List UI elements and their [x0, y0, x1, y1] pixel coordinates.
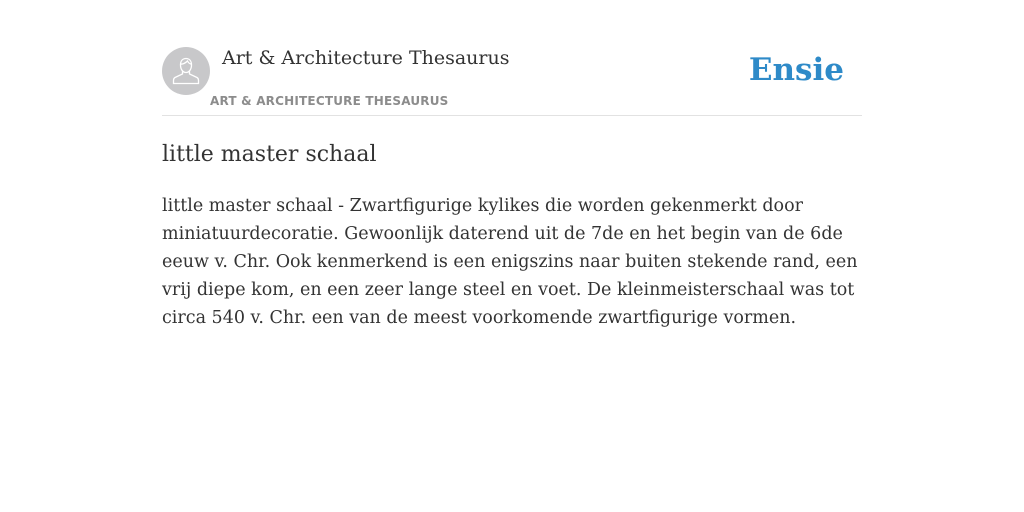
user-icon [172, 56, 200, 86]
author-subtitle: ART & ARCHITECTURE THESAURUS [210, 94, 449, 108]
header [162, 0, 862, 116]
article-title: little master schaal [162, 142, 377, 167]
ensie-logo[interactable]: Ensie [748, 52, 844, 88]
article-body: little master schaal - Zwartfigurige kylikes die worden gekenmerkt door miniatuurdecoratie. Gewoonlijk daterend uit de 7de en het begin van de 6de eeuw v. Chr. Ook kenmerkend is een enigszins naar buiten stekende rand, een vrij diepe kom, en een zeer lange steel en voet. De kleinmeisterschaal was tot circa 540 v. Chr. een van de meest voorkomende zwartfigurige vormen. [162, 196, 858, 328]
author-avatar[interactable] [162, 47, 210, 95]
author-name-link[interactable]: Art & Architecture Thesaurus [222, 47, 510, 69]
page-container [162, 0, 862, 328]
